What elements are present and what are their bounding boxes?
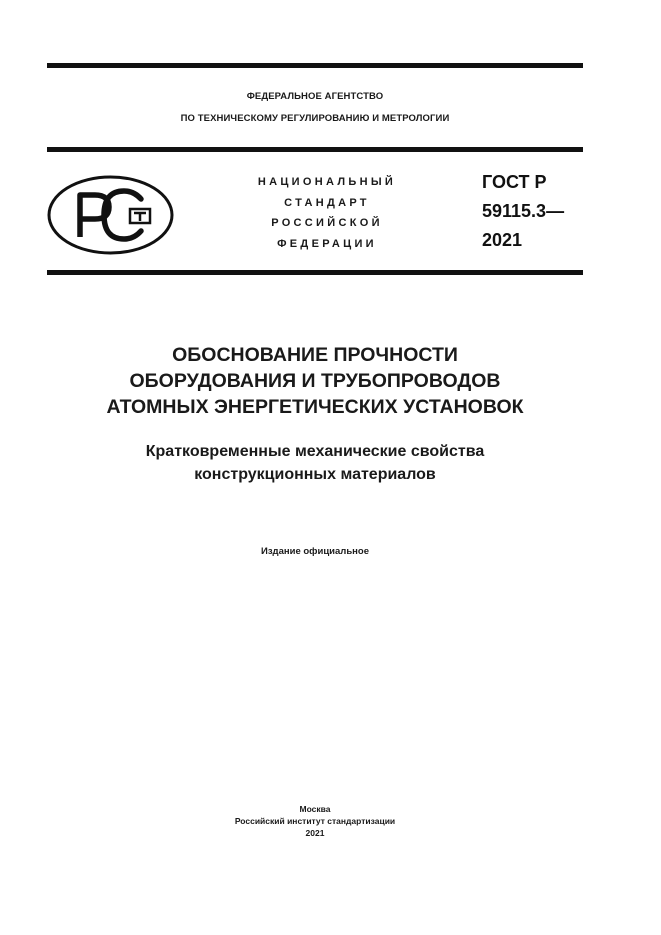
title-line3: АТОМНЫХ ЭНЕРГЕТИЧЕСКИХ УСТАНОВОК — [106, 396, 524, 418]
imprint-year: 2021 — [305, 828, 325, 838]
subtitle-line2: конструкционных материалов — [194, 466, 436, 483]
middle-rule — [47, 147, 583, 152]
title-line2: ОБОРУДОВАНИЯ И ТРУБОПРОВОДОВ — [129, 370, 501, 392]
agency-name-line1: ФЕДЕРАЛЬНОЕ АГЕНТСТВО — [246, 91, 384, 102]
document-subtitle — [47, 440, 583, 486]
designation-line1: ГОСТ Р — [482, 172, 547, 192]
standard-type-line4: ФЕДЕРАЦИИ — [277, 237, 377, 250]
designation-line2: 59115.3— — [482, 201, 565, 221]
standard-designation — [482, 168, 564, 255]
designation-line3: 2021 — [482, 230, 523, 250]
title-line1: ОБОСНОВАНИЕ ПРОЧНОСТИ — [172, 344, 458, 366]
standard-type-label — [232, 172, 422, 254]
standard-type-line2: СТАНДАРТ — [284, 196, 370, 209]
standard-type-line3: РОССИЙСКОЙ — [271, 217, 383, 229]
document-title — [47, 342, 583, 420]
standard-type-line1: НАЦИОНАЛЬНЫЙ — [257, 176, 397, 188]
agency-name-line2: ПО ТЕХНИЧЕСКОМУ РЕГУЛИРОВАНИЮ И МЕТРОЛОГИИ — [180, 113, 450, 124]
subtitle-line1: Кратковременные механические свойства — [145, 443, 485, 460]
top-rule — [47, 63, 583, 68]
imprint-publisher: Российский институт стандартизации — [234, 816, 396, 826]
gost-r-certification-mark-icon — [47, 175, 174, 255]
imprint — [47, 803, 583, 839]
bottom-rule — [47, 270, 583, 275]
edition-label: Издание официальное — [261, 546, 369, 557]
imprint-city: Москва — [299, 804, 331, 814]
